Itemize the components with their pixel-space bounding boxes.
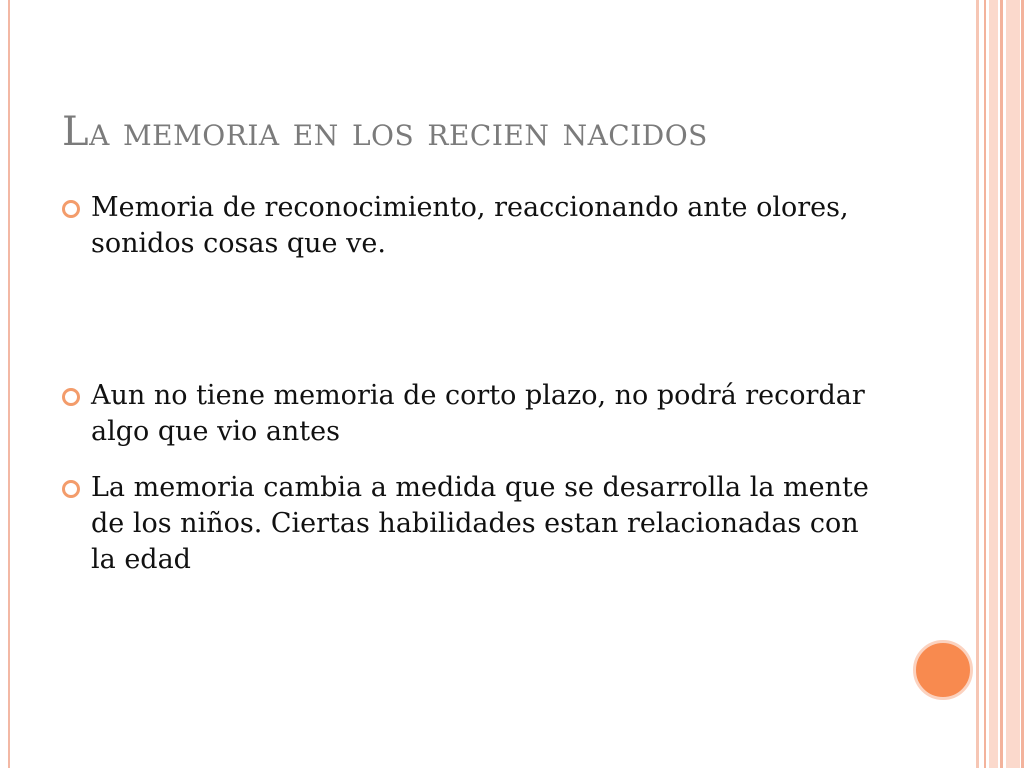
bullet-text: Aun no tiene memoria de corto plazo, no podrá recordar algo que vio antes — [91, 380, 865, 447]
list-item — [60, 378, 880, 450]
list-item — [60, 470, 880, 578]
list-item — [60, 190, 880, 262]
right-decorative-stripes — [976, 0, 1024, 768]
slide-title: La memoria en los recien nacidos — [62, 109, 708, 155]
accent-circle-icon — [913, 640, 973, 700]
bullet-text: La memoria cambia a medida que se desarrolla la mente de los niños. Ciertas habilidades estan relacionadas con la edad — [91, 472, 869, 575]
stripe — [989, 0, 998, 768]
stripe — [1000, 0, 1003, 768]
bullet-text: Memoria de reconocimiento, reaccionando ante olores, sonidos cosas que ve. — [91, 192, 849, 259]
bullet-ring-icon — [60, 478, 82, 500]
left-border-line — [8, 0, 10, 768]
stripe — [1006, 0, 1020, 768]
bullet-ring-icon — [60, 386, 82, 408]
bullet-ring-icon — [60, 198, 82, 220]
stripe — [984, 0, 986, 768]
stripe — [976, 0, 979, 768]
